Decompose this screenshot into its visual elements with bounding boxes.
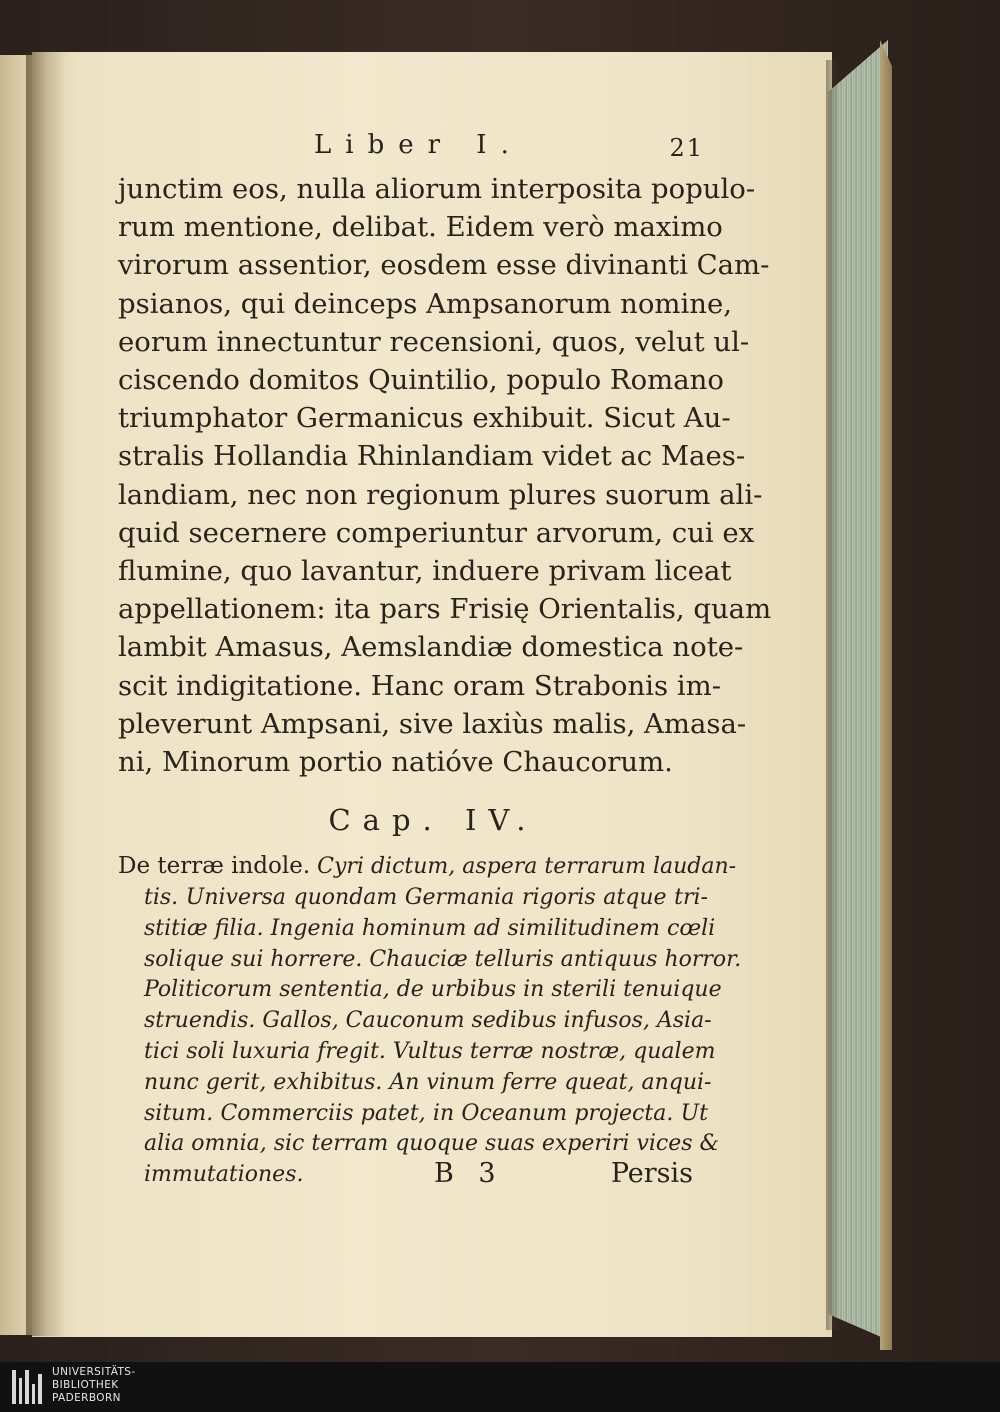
catchword: Persis bbox=[610, 1158, 693, 1189]
body-line: ni, Minorum portio natióve Chaucorum. bbox=[118, 746, 673, 779]
running-head-title: Liber I. bbox=[314, 130, 523, 160]
page-number: 21 bbox=[669, 134, 704, 162]
summary-line: situm. Commerciis patet, in Oceanum projecta. Ut bbox=[144, 1100, 708, 1126]
library-name-line: PADERBORN bbox=[52, 1392, 121, 1404]
chapter-heading: Cap. IV. bbox=[328, 803, 538, 838]
summary-line bbox=[118, 851, 737, 883]
body-line: junctim eos, nulla aliorum interposita populo- bbox=[118, 173, 756, 205]
library-name-line: BIBLIOTHEK bbox=[52, 1379, 119, 1391]
body-line: appellationem: ita pars Frisię Orientalis, quam bbox=[118, 593, 772, 626]
body-line: rum mentione, delibat. Eidem verò maximo bbox=[118, 211, 723, 244]
gutter-shadow bbox=[26, 52, 66, 1336]
library-name bbox=[52, 1366, 136, 1405]
summary-line: solique sui horrere. Chauciæ telluris antiquus horror. bbox=[144, 946, 742, 972]
body-line: flumine, quo lavantur, induere privam liceat bbox=[118, 555, 732, 588]
summary-line: struendis. Gallos, Cauconum sedibus infusos, Asia- bbox=[144, 1008, 712, 1034]
summary-line: tici soli luxuria fregit. Vultus terræ nostræ, qualem bbox=[144, 1039, 716, 1065]
page-edge-shadow bbox=[826, 60, 840, 1330]
body-line: quid secernere comperiuntur arvorum, cui ex bbox=[118, 516, 755, 549]
summary-line: stitiæ filia. Ingenia hominum ad similitudinem cœli bbox=[144, 915, 716, 941]
body-line: virorum assentior, eosdem esse divinanti Cam- bbox=[118, 249, 770, 282]
summary-line: Politicorum sententia, de urbibus in sterili tenuique bbox=[144, 977, 722, 1003]
summary-line: tis. Universa quondam Germania rigoris atque tri- bbox=[144, 885, 708, 911]
summary-lead: De terræ indole. bbox=[118, 853, 311, 880]
library-logo-icon bbox=[12, 1370, 42, 1404]
body-line: scit indigitatione. Hanc oram Strabonis im- bbox=[118, 669, 721, 702]
library-logo-bar bbox=[0, 1362, 1000, 1412]
body-line: triumphator Germanicus exhibuit. Sicut Au- bbox=[118, 402, 731, 435]
page-footer bbox=[118, 1158, 693, 1198]
text-block bbox=[118, 130, 772, 1191]
signature-mark: B 3 bbox=[434, 1158, 504, 1189]
cover-board-edge bbox=[880, 40, 892, 1350]
body-text bbox=[118, 170, 772, 781]
body-line: eorum innectuntur recensioni, quos, velut ul- bbox=[118, 325, 750, 358]
body-line: landiam, nec non regionum plures suorum ali- bbox=[118, 478, 763, 511]
running-head bbox=[118, 130, 708, 170]
summary-line: alia omnia, sic terram quoque suas experiri vices & bbox=[144, 1131, 720, 1157]
body-line: ciscendo domitos Quintilio, populo Romano bbox=[118, 364, 724, 397]
body-line: lambit Amasus, Aemslandiæ domestica note- bbox=[118, 631, 744, 664]
body-line: psianos, qui deinceps Ampsanorum nomine, bbox=[118, 287, 732, 320]
summary-line: nunc gerit, exhibitus. An vinum ferre queat, anqui- bbox=[144, 1069, 712, 1095]
chapter-summary bbox=[118, 851, 742, 1191]
body-line: stralis Hollandia Rhinlandiam videt ac Maes- bbox=[118, 440, 746, 473]
summary-line-text: Cyri dictum, aspera terrarum laudan- bbox=[310, 854, 737, 880]
body-line: pleverunt Ampsani, sive laxiùs malis, Amasa- bbox=[118, 707, 747, 740]
library-name-line: UNIVERSITÄTS- bbox=[52, 1366, 136, 1378]
summary-line: immutationes. bbox=[144, 1162, 304, 1188]
